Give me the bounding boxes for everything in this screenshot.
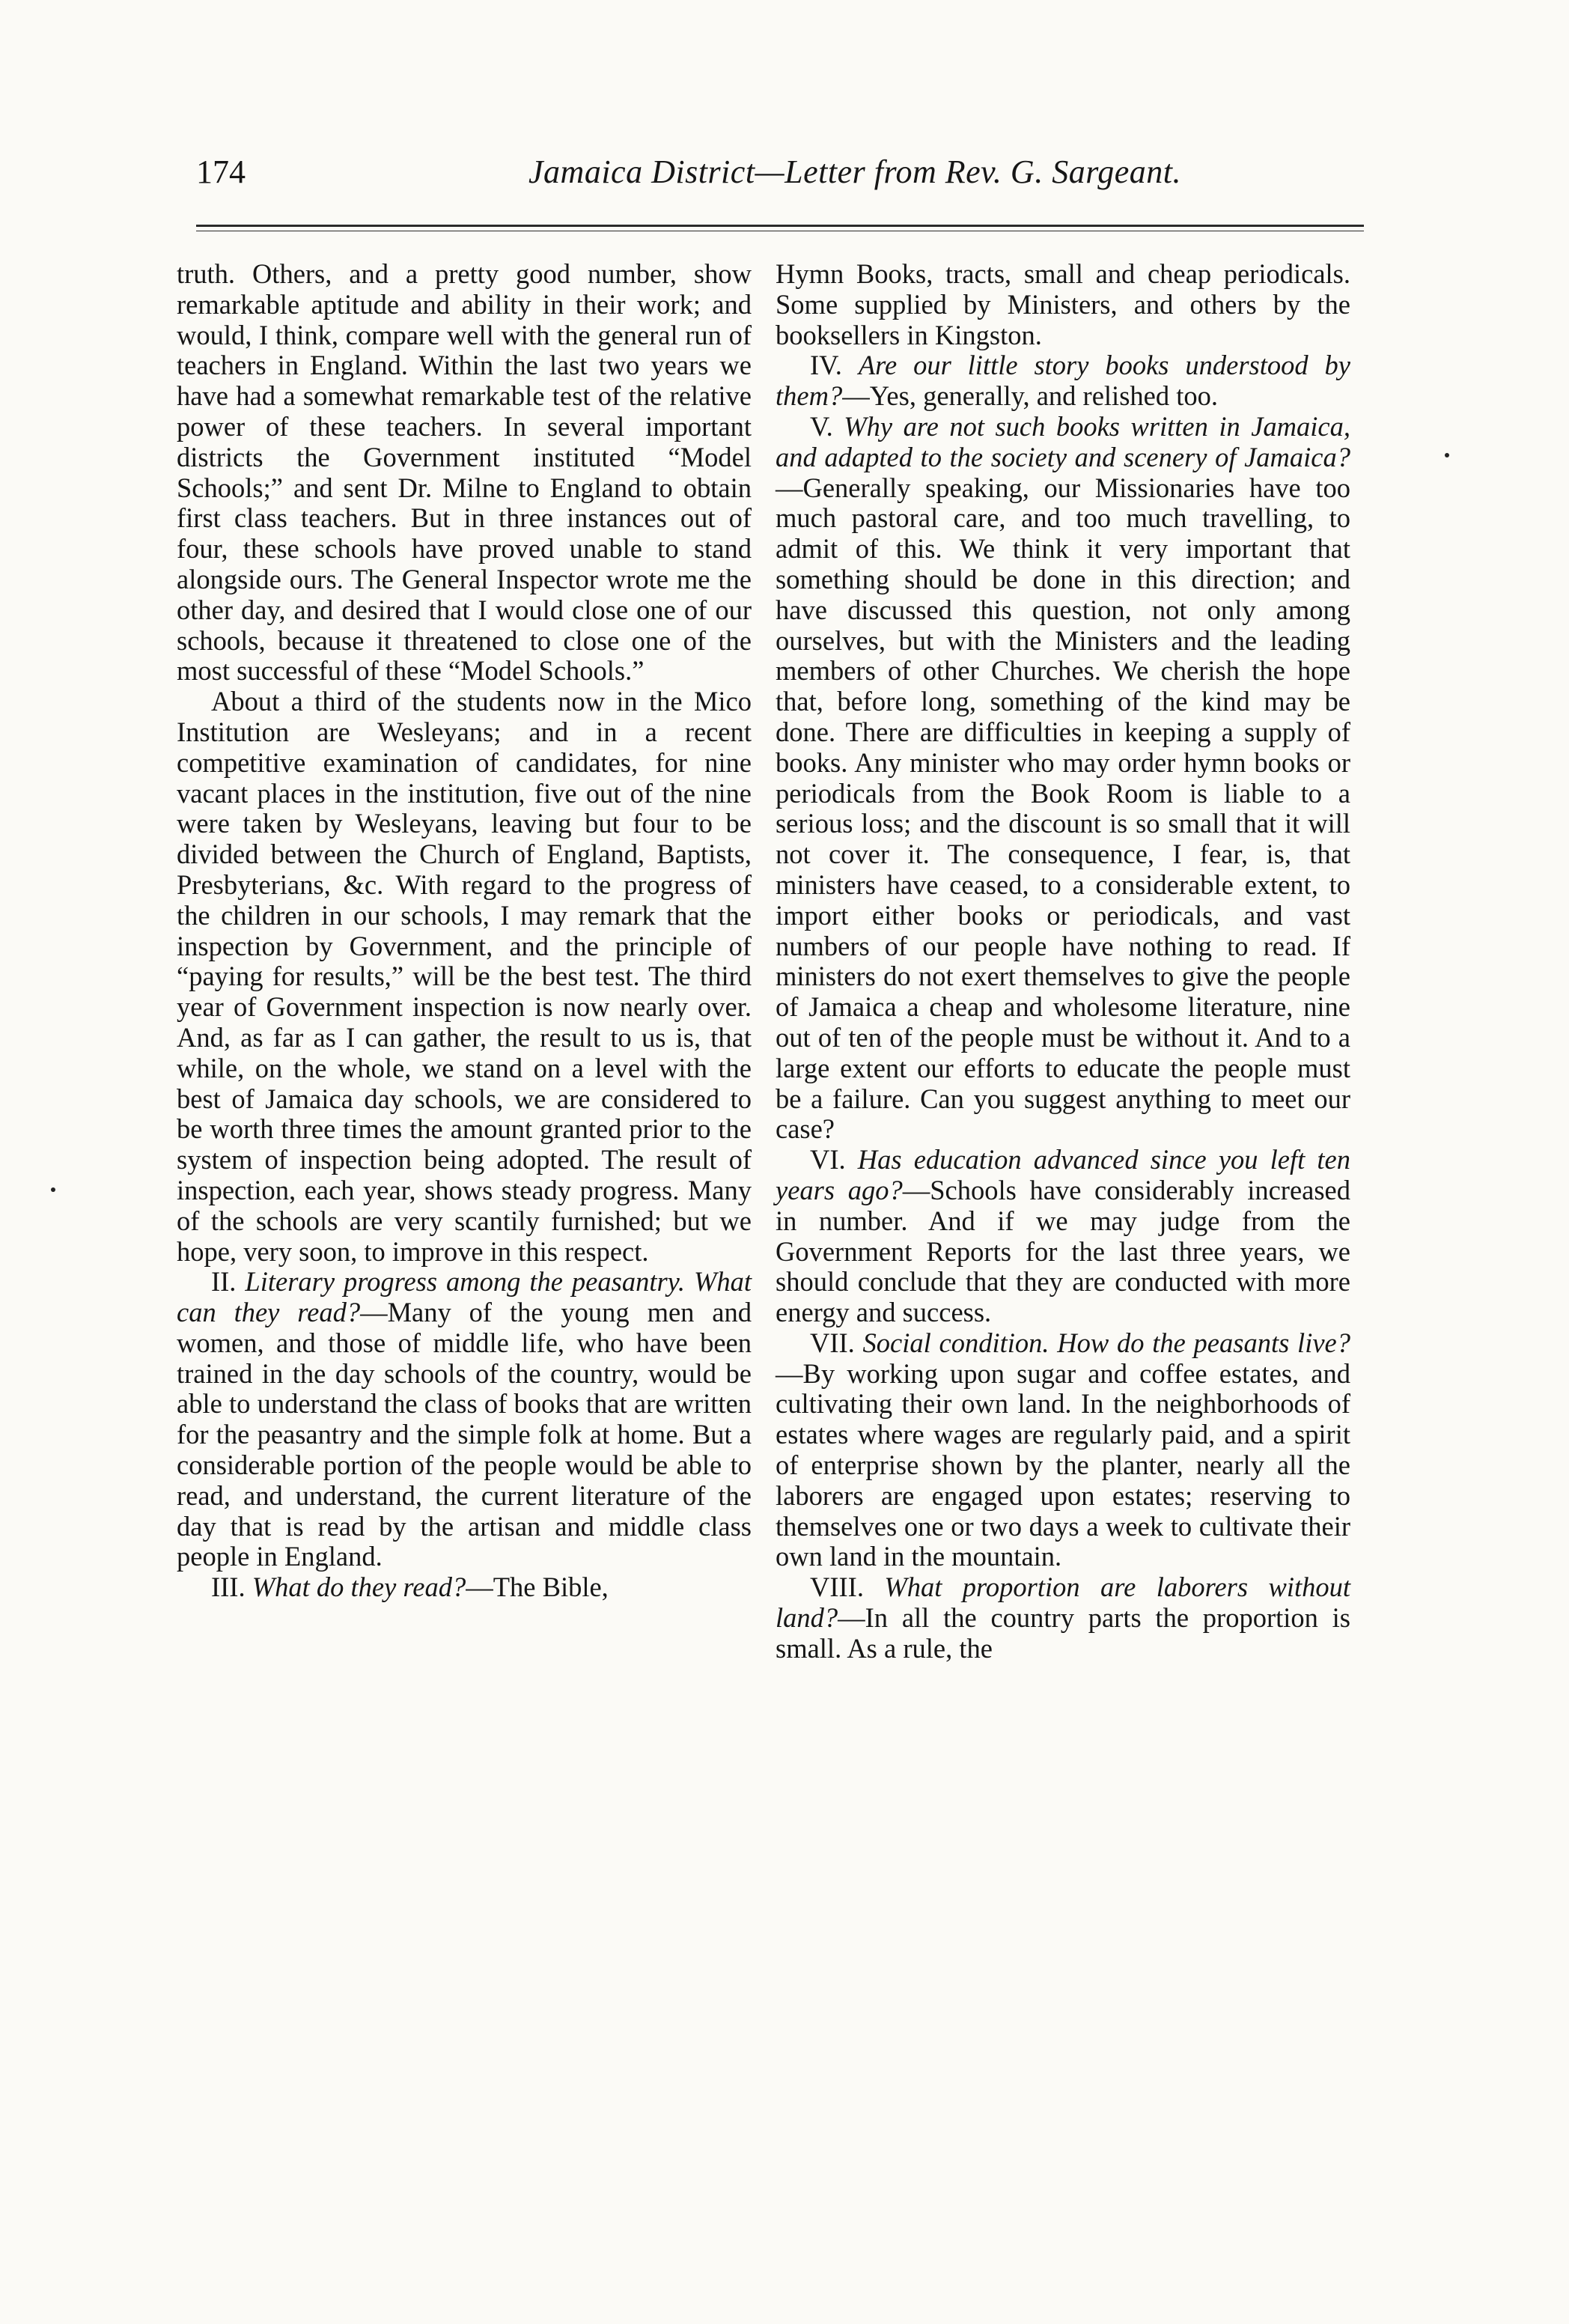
paragraph-text: About a third of the students now in the Mico Institution are Wesleyans; and in a recent competitive examination of candidates, for nine vacant places in the institution, five out of the nine were taken by Wesleyans, leaving but four to be divided between the Church of England, Baptists, Presbyterians, &c. With regard to the progress of the children in our schools, I may remark that the inspection by Government, and the principle of “paying for results,” will be the best test. The third year of Government inspection is now nearly over. And, as far as I can gather, the result to us is, that while, on the whole, we stand on a level with the best of Jamaica day schools, we are considered to be worth three times the amount granted prior to the system of inspection being adopted. The result of inspection, each year, shows steady progress. Many of the schools are very scantily furnished; but we hope, very soon, to improve in this respect. [177, 686, 752, 1267]
paragraph-text: truth. Others, and a pretty good number, show remarkable aptitude and ability in their work; and would, I think, compare well with the general run of teachers in England. Within the last two years we have had a somewhat remarkable test of the relative power of these teachers. In several important districts the Government instituted “Model Schools;” and sent Dr. Milne to England to obtain first class teachers. But in three instances out of four, these schools have proved unable to stand alongside ours. The General Inspector wrote me the other day, and desired that I would close one of our schools, because it threatened to close one of the most successful of these “Model Schools.” [177, 258, 752, 687]
paragraph [776, 259, 1350, 350]
question-text: What proportion are laborers without land? [776, 1572, 1350, 1634]
paragraph [177, 687, 752, 1267]
answer-text: —Generally speaking, our Missionaries have too much pastoral care, and too much travelling, to admit of this. We think it very important that something should be done in this direction; and have discussed this question, not only among ourselves, but with the Ministers and the leading members of other Churches. We cherish the hope that, before long, something of the kind may be done. There are difficulties in keeping a supply of books. Any minister who may order hymn books or periodicals from the Book Room is liable to a serious loss; and the discount is so small that it will not cover it. The consequence, I fear, is, that ministers have ceased, to a considerable extent, to import either books or periodicals, and vast numbers of our people have nothing to read. If ministers do not exert themselves to give the people of Jamaica a cheap and wholesome literature, nine out of ten of the people must be without it. And to a large extent our efforts to educate the people must be a failure. Can you suggest anything to meet our case? [776, 472, 1350, 1145]
answer-text: —By working upon sugar and coffee estates, and cultivating their own land. In the neighborhoods of estates where wages are regularly paid, and a spirit of enterprise shown by the planter, nearly all the laborers are engaged upon estates; reserving to themselves one or two days a week to cultivate their own land in the mountain. [776, 1357, 1350, 1572]
answer-text: —Many of the young men and women, and those of middle life, who have been trained in the day schools of the country, would be able to understand the class of books that are written for the peasantry and the simple folk at home. But a considerable portion of the people would be able to read, and understand, the current literature of the day that is read by the artisan and middle class people in England. [177, 1297, 752, 1572]
question-text: Literary progress among the peasantry. What can they read? [177, 1266, 752, 1328]
answer-text: —The Bible, [466, 1572, 609, 1603]
question-text: Has education advanced since you left ten years ago? [776, 1144, 1350, 1205]
page-number: 174 [196, 153, 246, 190]
question-number: VIII. [810, 1572, 885, 1603]
question-number: V. [810, 410, 844, 442]
paragraph [177, 1572, 752, 1603]
question-number: III. [211, 1572, 252, 1603]
question-number: VI. [810, 1144, 858, 1175]
answer-text: —Schools have considerably increased in number. And if we may judge from the Government Reports for the last three years, we should conclude that they are conducted with more energy and success. [776, 1174, 1351, 1328]
header-rule [196, 225, 1364, 227]
question-text: Are our little story books understood by them? [776, 350, 1350, 412]
paragraph [177, 1267, 752, 1572]
paragraph [177, 259, 752, 687]
answer-text: —In all the country parts the proportion is small. As a rule, the [776, 1602, 1350, 1664]
right-column [776, 259, 1350, 1664]
paragraph [776, 1328, 1350, 1572]
left-column [177, 259, 752, 1603]
question-number: IV. [810, 350, 859, 381]
paragraph [776, 1145, 1350, 1328]
running-head: Jamaica District—Letter from Rev. G. Sargeant. [528, 153, 1181, 190]
ink-speck [51, 1187, 55, 1192]
question-text: Why are not such books written in Jamaica, and adapted to the society and scenery of Jamaica? [776, 410, 1350, 472]
paragraph [776, 350, 1350, 412]
question-number: VII. [810, 1327, 863, 1358]
question-text: Social condition. How do the peasants live? [862, 1327, 1350, 1358]
paragraph [776, 412, 1350, 1145]
ink-speck [1445, 453, 1449, 457]
page-header [196, 150, 1364, 210]
paragraph [776, 1572, 1350, 1664]
answer-text: —Yes, generally, and relished too. [842, 380, 1218, 412]
paragraph-text: Hymn Books, tracts, small and cheap periodicals. Some supplied by Ministers, and others by the booksellers in Kingston. [776, 258, 1350, 350]
question-number: II. [211, 1266, 246, 1298]
question-text: What do they read? [252, 1572, 466, 1603]
